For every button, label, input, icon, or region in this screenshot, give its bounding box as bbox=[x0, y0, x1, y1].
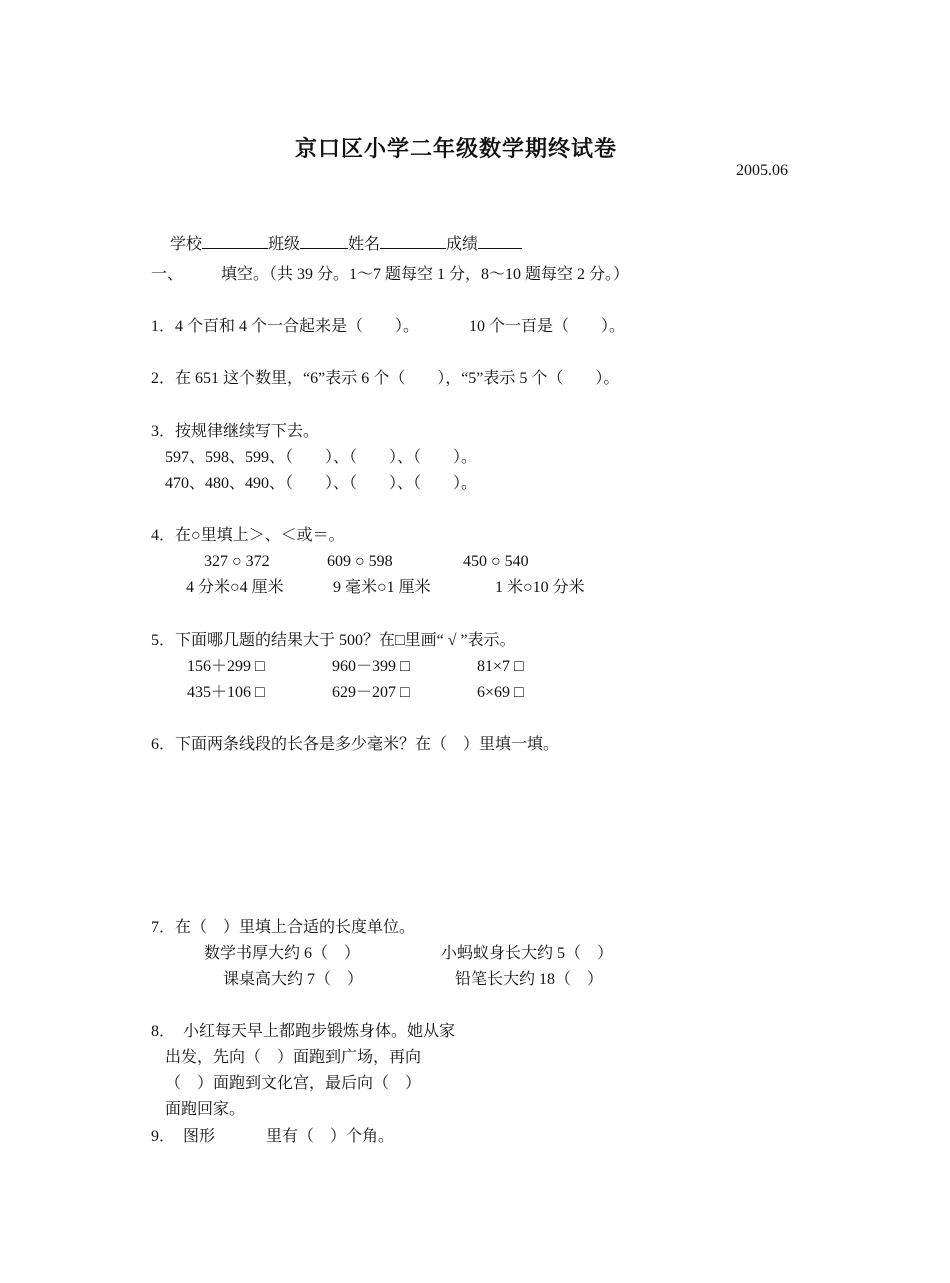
compare-item: 4 分米○4 厘米 bbox=[186, 579, 284, 596]
name-label: 姓名 bbox=[348, 236, 381, 253]
question-1b: 10 个一百是（ ）。 bbox=[469, 318, 626, 335]
unit-item: 小蚂蚁身长大约 5（ ） bbox=[441, 945, 614, 962]
question-7-stem: 7．在（ ）里填上合适的长度单位。 bbox=[151, 919, 416, 936]
calc-item: 960－399 □ bbox=[332, 658, 410, 675]
question-8-line2: 出发，先向（ ）面跑到广场，再向 bbox=[165, 1049, 422, 1066]
question-8-line4: 面跑回家。 bbox=[165, 1101, 246, 1118]
calc-item: 6×69 □ bbox=[477, 684, 524, 701]
exam-title: 京口区小学二年级数学期终试卷 bbox=[294, 136, 617, 161]
section-number: 一、 bbox=[151, 266, 184, 283]
question-5-stem: 5．下面哪几题的结果大于 500？在□里画“ √ ”表示。 bbox=[151, 632, 516, 649]
class-blank[interactable] bbox=[300, 233, 348, 249]
section-heading: 填空。（共 39 分。1～7 题每空 1 分，8～10 题每空 2 分。） bbox=[221, 266, 630, 283]
student-info-row bbox=[170, 213, 522, 255]
compare-item: 450 ○ 540 bbox=[463, 553, 529, 570]
question-3-stem: 3．按规律继续写下去。 bbox=[151, 423, 320, 440]
calc-item: 435＋106 □ bbox=[187, 684, 265, 701]
unit-item: 数学书厚大约 6（ ） bbox=[204, 945, 361, 962]
class-label: 班级 bbox=[268, 236, 301, 253]
compare-item: 609 ○ 598 bbox=[327, 553, 393, 570]
unit-item: 铅笔长大约 18（ ） bbox=[455, 971, 604, 988]
score-blank[interactable] bbox=[478, 233, 522, 249]
question-1a: 1．4 个百和 4 个一合起来是（ ）。 bbox=[151, 318, 420, 335]
question-2: 2．在 651 这个数里，“6”表示 6 个（ ），“5”表示 5 个（ ）。 bbox=[151, 370, 620, 387]
calc-item: 156＋299 □ bbox=[187, 658, 265, 675]
question-4-stem: 4．在○里填上＞、＜或＝。 bbox=[151, 527, 345, 544]
question-8-line1: 8． 小红每天早上都跑步锻炼身体。她从家 bbox=[151, 1023, 456, 1040]
compare-item: 327 ○ 372 bbox=[204, 553, 270, 570]
compare-item: 1 米○10 分米 bbox=[495, 579, 585, 596]
unit-item: 课桌高大约 7（ ） bbox=[223, 971, 364, 988]
calc-item: 629－207 □ bbox=[332, 684, 410, 701]
question-9b: 里有（ ）个角。 bbox=[266, 1128, 395, 1145]
question-3-line1: 597、598、599、（ ）、（ ）、（ ）。 bbox=[165, 449, 478, 466]
score-label: 成绩 bbox=[446, 236, 479, 253]
calc-item: 81×7 □ bbox=[477, 658, 524, 675]
question-9a: 9． 图形 bbox=[151, 1128, 216, 1145]
exam-date: 2005.06 bbox=[736, 162, 788, 179]
school-label: 学校 bbox=[170, 236, 203, 253]
question-6: 6．下面两条线段的长各是多少毫米？在（ ）里填一填。 bbox=[151, 736, 560, 753]
compare-item: 9 毫米○1 厘米 bbox=[333, 579, 431, 596]
school-blank[interactable] bbox=[202, 233, 268, 249]
question-3-line2: 470、480、490、（ ）、（ ）、（ ）。 bbox=[165, 475, 478, 492]
name-blank[interactable] bbox=[380, 233, 446, 249]
question-8-line3: （ ）面跑到文化宫，最后向（ ） bbox=[165, 1075, 422, 1092]
